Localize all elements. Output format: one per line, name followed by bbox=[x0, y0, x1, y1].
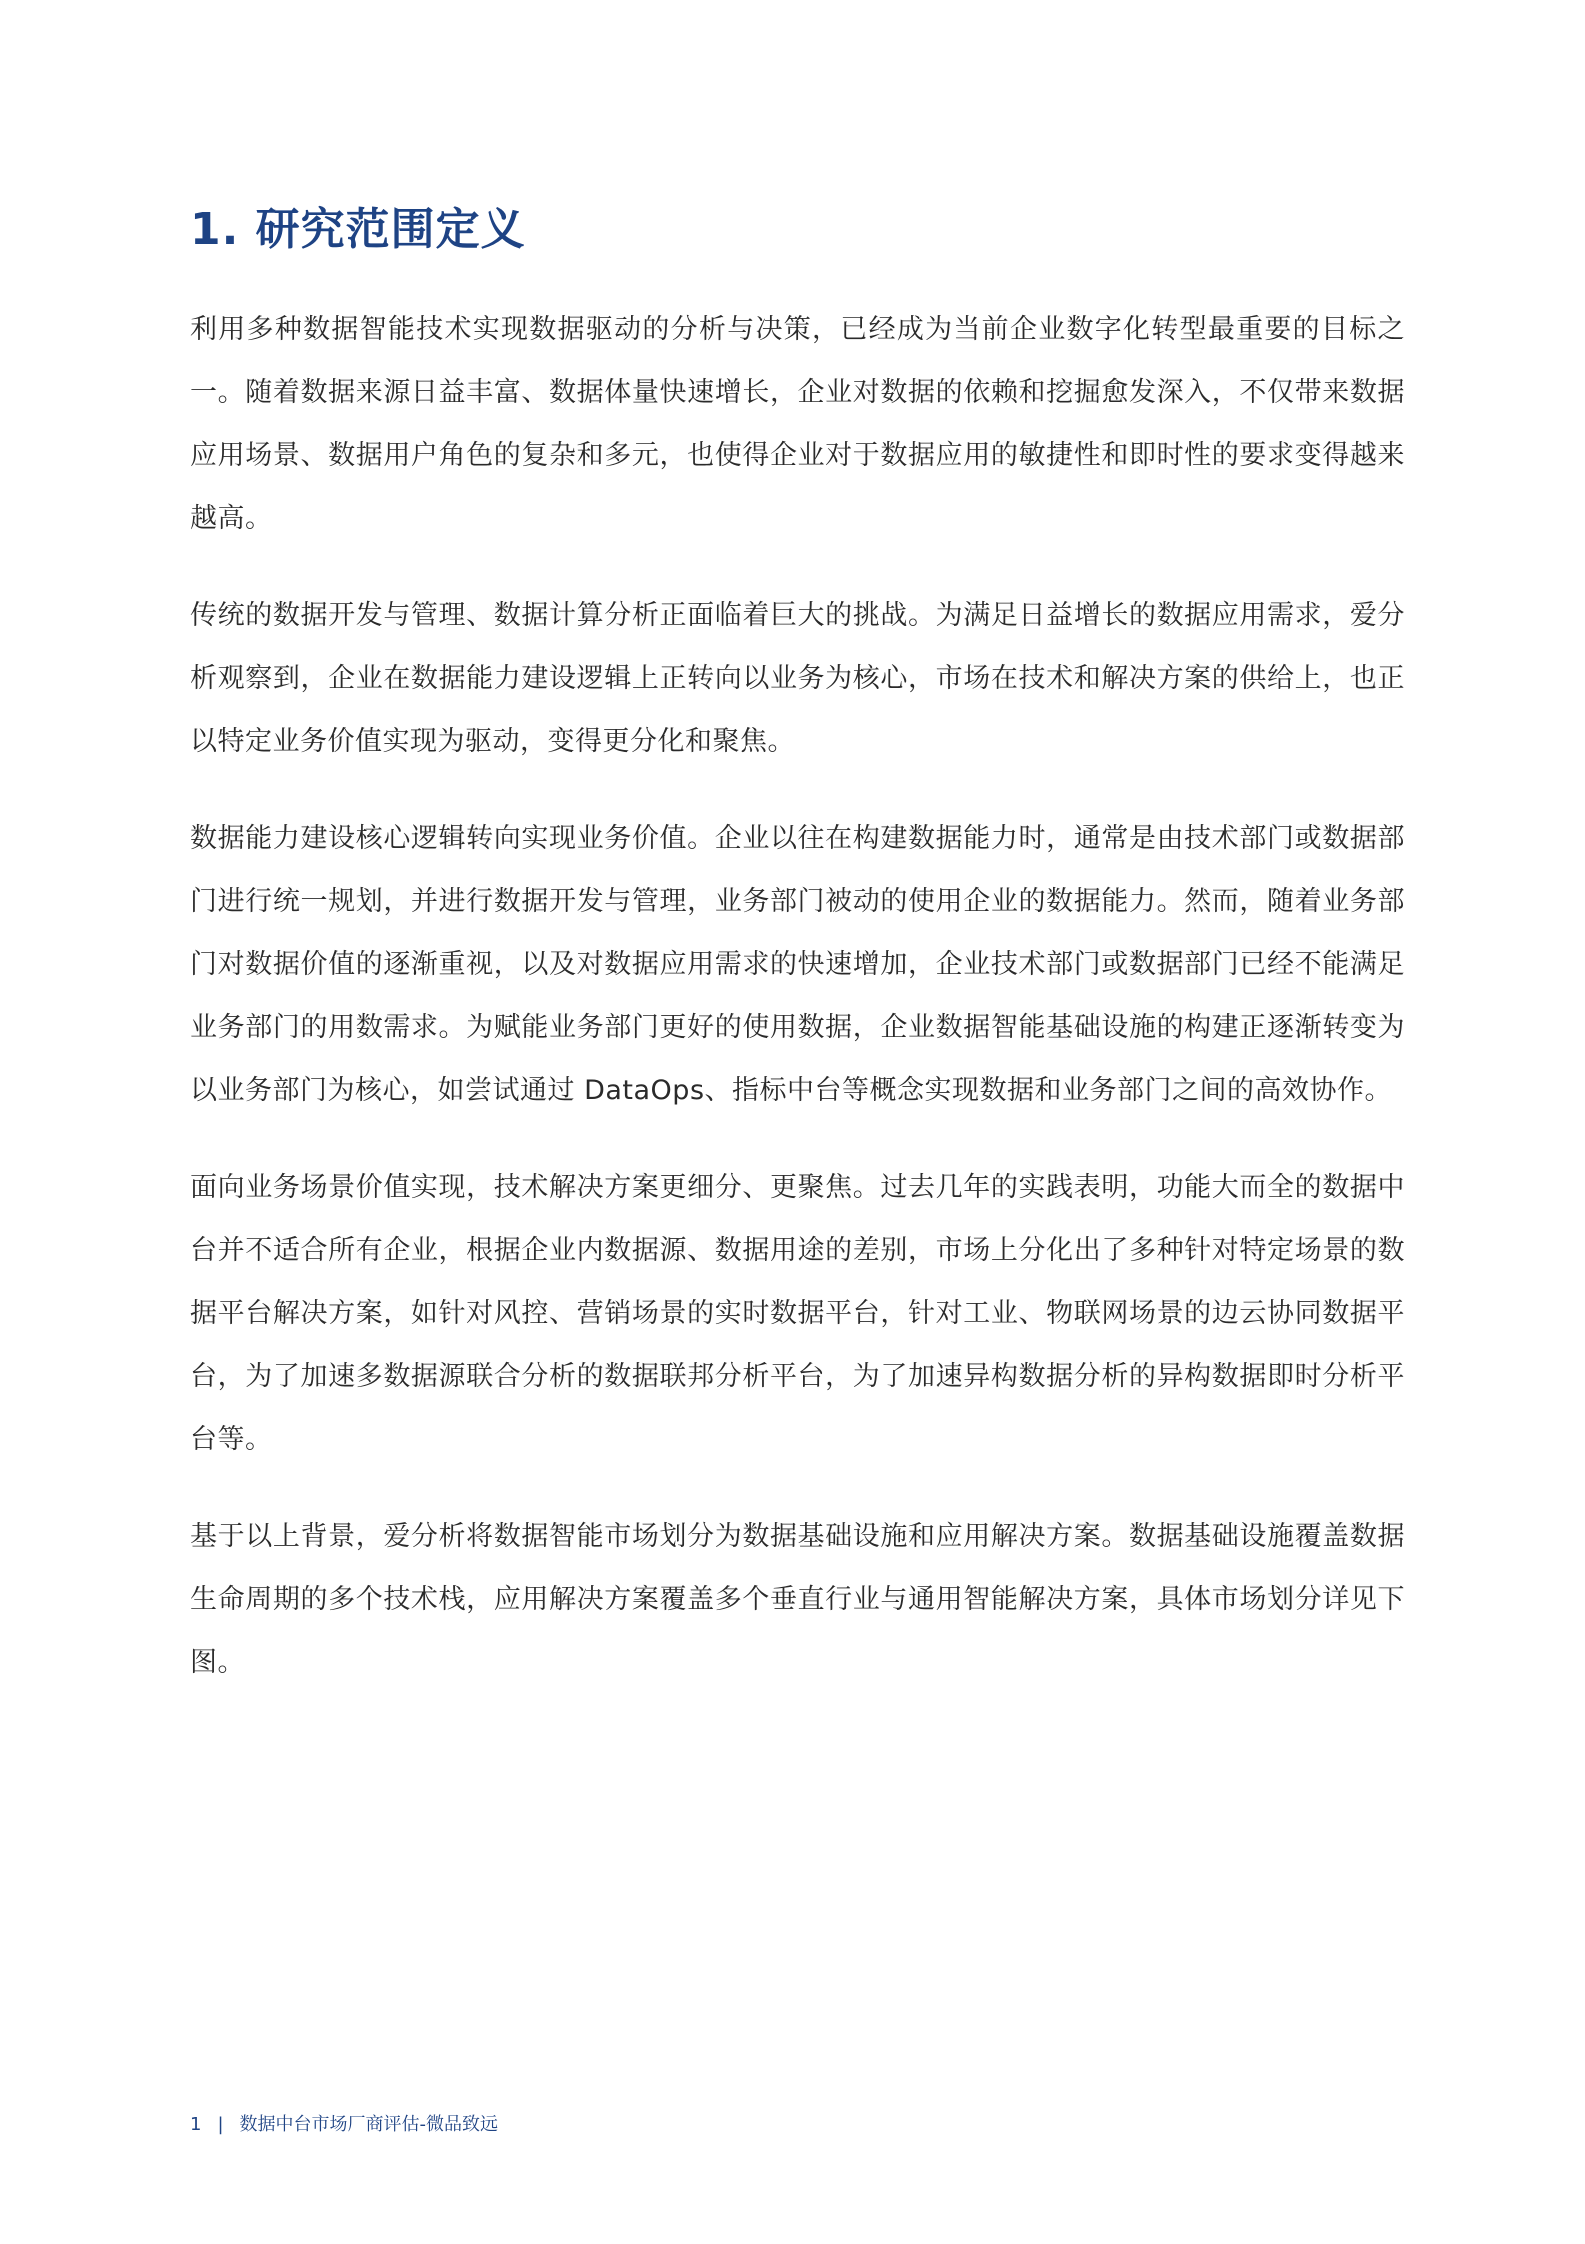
footer-separator: | bbox=[217, 2114, 224, 2135]
paragraph-1: 利用多种数据智能技术实现数据驱动的分析与决策，已经成为当前企业数字化转型最重要的目标之一。随着数据来源日益丰富、数据体量快速增长，企业对数据的依赖和挖掘愈发深入，不仅带来数据应用场景、数据用户角色的复杂和多元，也使得企业对于数据应用的敏捷性和即时性的要求变得越来越高。 bbox=[190, 314, 1405, 534]
page-number: 1 bbox=[190, 2114, 202, 2135]
paragraph-5: 基于以上背景，爱分析将数据智能市场划分为数据基础设施和应用解决方案。数据基础设施覆盖数据生命周期的多个技术栈，应用解决方案覆盖多个垂直行业与通用智能解决方案，具体市场划分详见下图。 bbox=[190, 1521, 1405, 1678]
paragraph-3: 数据能力建设核心逻辑转向实现业务价值。企业以往在构建数据能力时，通常是由技术部门或数据部门进行统一规划，并进行数据开发与管理，业务部门被动的使用企业的数据能力。然而，随着业务部门对数据价值的逐渐重视，以及对数据应用需求的快速增加，企业技术部门或数据部门已经不能满足业务部门的用数需求。为赋能业务部门更好的使用数据，企业数据智能基础设施的构建正逐渐转变为以业务部门为核心，如尝试通过 DataOps、指标中台等概念实现数据和业务部门之间的高效协作。 bbox=[190, 823, 1405, 1106]
paragraph-2: 传统的数据开发与管理、数据计算分析正面临着巨大的挑战。为满足日益增长的数据应用需求，爱分析观察到，企业在数据能力建设逻辑上正转向以业务为核心，市场在技术和解决方案的供给上，也正以特定业务价值实现为驱动，变得更分化和聚焦。 bbox=[190, 600, 1405, 757]
body-text bbox=[190, 298, 1405, 1728]
section-heading: 1. 研究范围定义 bbox=[190, 204, 526, 255]
footer-title: 数据中台市场厂商评估-微品致远 bbox=[239, 2114, 499, 2135]
page-footer bbox=[190, 2113, 498, 2137]
paragraph-4: 面向业务场景价值实现，技术解决方案更细分、更聚焦。过去几年的实践表明，功能大而全的数据中台并不适合所有企业，根据企业内数据源、数据用途的差别，市场上分化出了多种针对特定场景的数据平台解决方案，如针对风控、营销场景的实时数据平台，针对工业、物联网场景的边云协同数据平台，为了加速多数据源联合分析的数据联邦分析平台，为了加速异构数据分析的异构数据即时分析平台等。 bbox=[190, 1172, 1405, 1455]
